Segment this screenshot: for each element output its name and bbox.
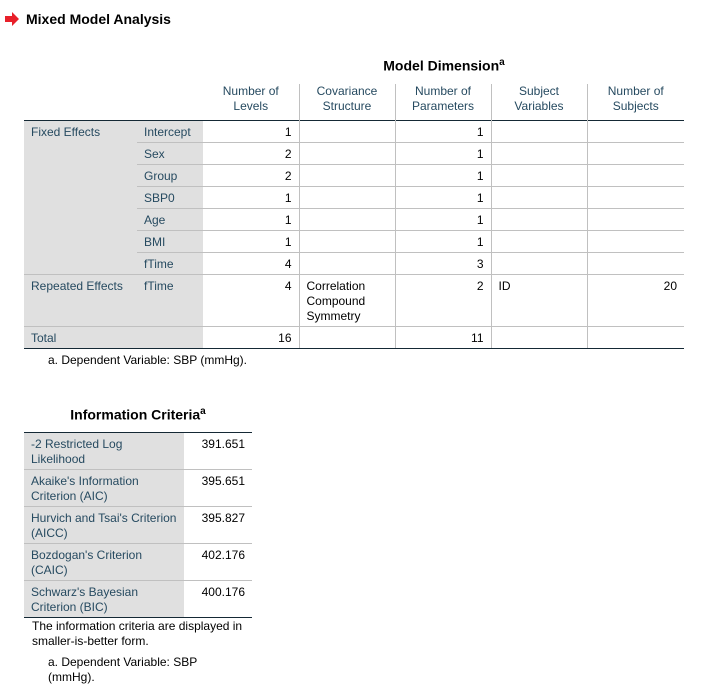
col-header-covariance: Covariance Structure [299,84,395,120]
criterion-value: 391.651 [184,433,252,470]
information-criteria-title: Information Criteria$^a$ [70,406,206,423]
row-group-label: Fixed Effects [24,120,137,274]
cell-subject-vars [491,326,587,348]
cell-levels: 2 [203,164,299,186]
cell-parameters: 2 [395,274,491,326]
cell-subjects [587,120,684,142]
cell-levels: 4 [203,274,299,326]
cell-subject-vars [491,208,587,230]
cell-subjects [587,252,684,274]
col-header-levels: Number of Levels [222,84,279,113]
arrow-right-icon [4,12,20,26]
cell-levels: 1 [203,120,299,142]
cell-parameters: 1 [395,120,491,142]
cell-levels: 2 [203,142,299,164]
total-row [24,326,684,348]
model-dimension-footnote: a. Dependent Variable: SBP (mmHg). [48,353,247,367]
output-heading[interactable] [4,10,171,28]
heading-title: Mixed Model Analysis [26,11,171,27]
cell-levels: 1 [203,208,299,230]
cell-subject-vars [491,186,587,208]
table-row [24,507,252,544]
row-effect-label: SBP0 [137,186,203,208]
col-header-parameters: Number of Parameters [395,84,491,120]
cell-levels: 16 [203,326,299,348]
cell-covariance [299,208,395,230]
cell-subject-vars [491,142,587,164]
cell-covariance [299,142,395,164]
information-criteria-footnote: a. Dependent Variable: SBP (mmHg). [48,655,197,684]
row-effect-label: fTime [137,252,203,274]
criterion-value: 402.176 [184,544,252,581]
information-criteria-note: The information criteria are displayed in smaller-is-better form. [32,619,243,648]
cell-subject-vars [491,252,587,274]
row-effect-label: Sex [137,142,203,164]
criterion-label: Schwarz's Bayesian Criterion (BIC) [24,581,184,618]
col-header-subject-vars: Subject Variables [491,84,587,120]
cell-subjects [587,142,684,164]
cell-parameters: 11 [395,326,491,348]
cell-parameters: 1 [395,142,491,164]
cell-subject-vars [491,230,587,252]
header-row [24,84,684,120]
row-total-label: Total [24,326,203,348]
cell-parameters: 1 [395,164,491,186]
criterion-label: -2 Restricted Log Likelihood [24,433,184,470]
cell-subjects [587,164,684,186]
criterion-value: 395.827 [184,507,252,544]
cell-subjects [587,186,684,208]
row-effect-label: Group [137,164,203,186]
cell-covariance [299,120,395,142]
cell-levels: 1 [203,186,299,208]
cell-parameters: 1 [395,186,491,208]
row-effect-label: Intercept [137,120,203,142]
cell-subjects [587,326,684,348]
row-effect-label: BMI [137,230,203,252]
cell-covariance [299,164,395,186]
criterion-value: 395.651 [184,470,252,507]
criterion-label: Akaike's Information Criterion (AIC) [24,470,184,507]
cell-subject-vars [491,120,587,142]
criterion-label: Bozdogan's Criterion (CAIC) [24,544,184,581]
cell-subjects [587,208,684,230]
cell-parameters: 1 [395,230,491,252]
cell-parameters: 1 [395,208,491,230]
cell-parameters: 3 [395,252,491,274]
cell-subjects: 20 [587,274,684,326]
information-criteria-table[interactable] [24,432,252,618]
table-row [24,433,252,470]
table-row [24,581,252,618]
table-row [24,470,252,507]
cell-covariance [299,252,395,274]
cell-levels: 1 [203,230,299,252]
model-dimension-table[interactable] [24,84,684,349]
row-effect-label: fTime [137,274,203,326]
cell-covariance [299,186,395,208]
cell-subjects [587,230,684,252]
cell-covariance [299,326,395,348]
criterion-label: Hurvich and Tsai's Criterion (AICC) [24,507,184,544]
cell-levels: 4 [203,252,299,274]
table-row [24,120,684,142]
table-row [24,274,684,326]
criterion-value: 400.176 [184,581,252,618]
cell-subject-vars: ID [491,274,587,326]
cell-covariance [299,230,395,252]
table-row [24,544,252,581]
cell-subject-vars [491,164,587,186]
cell-covariance: Correlation Compound Symmetry [299,274,395,326]
col-header-subjects: Number of Subjects [587,84,684,120]
row-group-label: Repeated Effects [24,274,137,326]
model-dimension-title: Model Dimension$^a$ [383,57,505,74]
row-effect-label: Age [137,208,203,230]
